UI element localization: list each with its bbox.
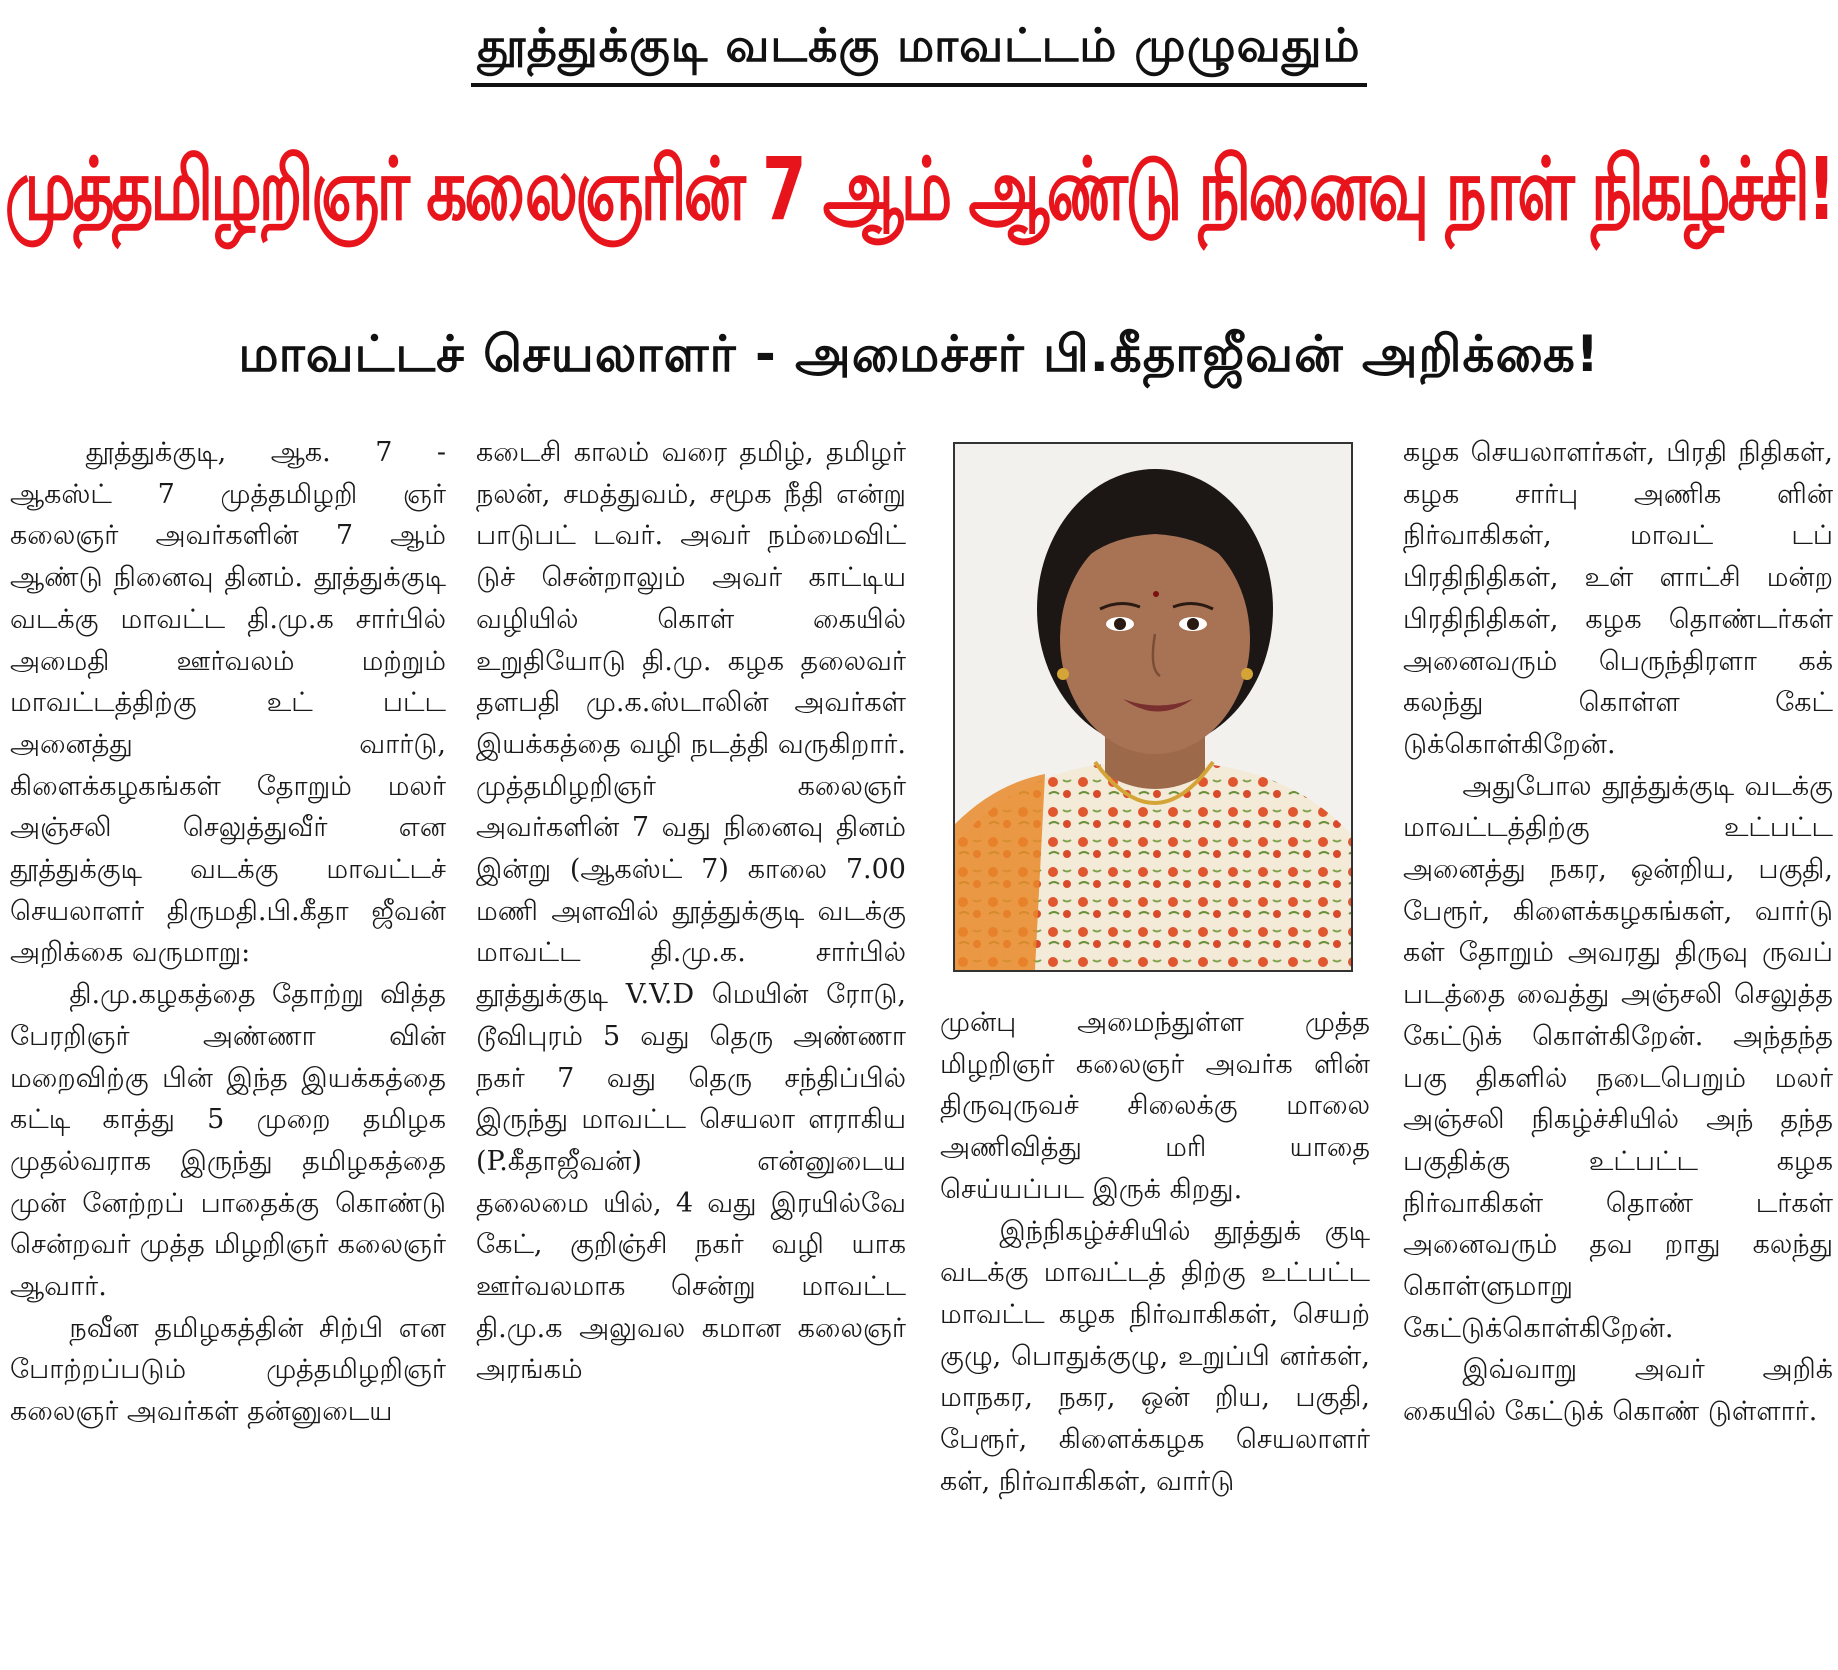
article-paragraph: கழக செயலாளர்கள், பிரதி நிதிகள், கழக சார்பு அணிக ளின் நிர்வாகிகள், மாவட் டப் பிரதிநிதிகள், உள் ளாட்சி மன்ற பிரதிநிதிகள், கழக தொண்டர்கள் அனைவரும் பெருந்திரளா கக் கலந்து கொள்ள கேட் டுக்கொள்கிறேன். (1403, 437, 1833, 760)
article-paragraph: இவ்வாறு அவர் அறிக் கையில் கேட்டுக் கொண் டுள்ளார். (1403, 1354, 1833, 1428)
article-paragraph: இந்நிகழ்ச்சியில் தூத்துக் குடி வடக்கு மாவட்டத் திற்கு உட்பட்ட மாவட்ட கழக நிர்வாகிகள், செயற் குழு, பொதுக்குழு, உறுப்பி னர்கள், மாநகர, நகர, ஒன் றிய, பகுதி, பேரூர், கிளைக்கழக செயலாளர் கள், நிர்வாகிகள், வார்டு (940, 1215, 1370, 1497)
kicker-banner (0, 18, 1838, 87)
article-column-3 (940, 1002, 1370, 1662)
article-column-2 (476, 432, 906, 1662)
kicker-text: தூத்துக்குடி வடக்கு மாவட்டம் முழுவதும் (471, 18, 1366, 87)
article-paragraph: கடைசி காலம் வரை தமிழ், தமிழர் நலன், சமத்துவம், சமூக நீதி என்று பாடுபட் டவர். அவர் நம்மைவிட் டுச் சென்றாலும் அவர் காட்டிய வழியில் கொள் கையில் உறுதியோடு தி.மு. கழக தலைவர் தளபதி மு.க.ஸ்டாலின் அவர்கள் இயக்கத்தை வழி நடத்தி வருகிறார். முத்தமிழறிஞர் கலைஞர் அவர்களின் 7 வது நினைவு தினம் இன்று (ஆகஸ்ட் 7) காலை 7.00 மணி அளவில் தூத்துக்குடி வடக்கு மாவட்ட தி.மு.க. சார்பில் தூத்துக்குடி V.V.D மெயின் ரோடு, டூவிபுரம் 5 வது தெரு அண்ணா நகர் 7 வது தெரு சந்திப்பில் இருந்து மாவட்ட செயலா ளராகிய (P.கீதாஜீவன்) என்னுடைய தலைமை யில், 4 வது இரயில்வே கேட், குறிஞ்சி நகர் வழி யாக ஊர்வலமாக சென்று மாவட்ட தி.மு.க அலுவல கமான கலைஞர் அரங்கம் (476, 437, 906, 1386)
article-paragraph: அதுபோல தூத்துக்குடி வடக்கு மாவட்டத்திற்கு உட்பட்ட அனைத்து நகர, ஒன்றிய, பகுதி, பேரூர், கிளைக்கழகங்கள், வார்டு கள் தோறும் அவரது திருவு ருவப் படத்தை வைத்து அஞ்சலி செலுத்த கேட்டுக் கொள்கிறேன். அந்தந்த பகு திகளில் நடைபெறும் மலர் அஞ்சலி நிகழ்ச்சியில் அந் தந்த பகுதிக்கு உட்பட்ட கழக நிர்வாகிகள் தொண் டர்கள் அனைவரும் தவ றாது கலந்து கொள்ளுமாறு கேட்டுக்கொள்கிறேன். (1403, 770, 1833, 1344)
article-column-1 (10, 432, 446, 1662)
headline: முத்தமிழறிஞர் கலைஞரின் 7 ஆம் ஆண்டு நினைவு நாள் நிகழ்ச்சி! (4, 140, 1834, 241)
article-paragraph: தி.மு.கழகத்தை தோற்று வித்த பேரறிஞர் அண்ணா வின் மறைவிற்கு பின் இந்த இயக்கத்தை கட்டி காத்து 5 முறை தமிழக முதல்வராக இருந்து தமிழகத்தை முன் னேற்றப் பாதைக்கு கொண்டு சென்றவர் முத்த மிழறிஞர் கலைஞர் ஆவார். (10, 979, 446, 1303)
portrait-illustration (955, 444, 1351, 970)
portrait-photo (953, 442, 1353, 972)
article-paragraph: தூத்துக்குடி, ஆக. 7 - ஆகஸ்ட் 7 முத்தமிழறி ஞர் கலைஞர் அவர்களின் 7 ஆம் ஆண்டு நினைவு தினம். தூத்துக்குடி வடக்கு மாவட்ட தி.மு.க சார்பில் அமைதி ஊர்வலம் மற்றும் மாவட்டத்திற்கு உட் பட்ட அனைத்து வார்டு, கிளைக்கழகங்கள் தோறும் மலர் அஞ்சலி செலுத்துவீர் என தூத்துக்குடி வடக்கு மாவட்டச் செயலாளர் திருமதி.பி.கீதா ஜீவன் அறிக்கை வருமாறு: (10, 437, 446, 969)
subheadline: மாவட்டச் செயலாளர் - அமைச்சர் பி.கீதாஜீவன் அறிக்கை! (238, 325, 1600, 383)
article-paragraph: முன்பு அமைந்துள்ள முத்த மிழறிஞர் கலைஞர் அவர்க ளின் திருவுருவச் சிலைக்கு மாலை அணிவித்து மரி யாதை செய்யப்பட இருக் கிறது. (940, 1007, 1370, 1205)
article-column-4 (1403, 432, 1833, 1662)
article-paragraph: நவீன தமிழகத்தின் சிற்பி என போற்றப்படும் முத்தமிழறிஞர் கலைஞர் அவர்கள் தன்னுடைய (10, 1312, 446, 1428)
